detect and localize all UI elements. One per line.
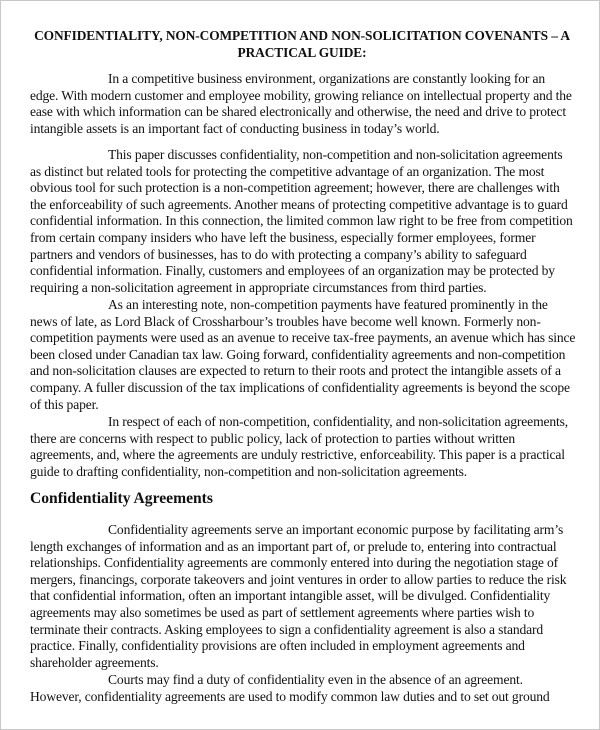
text-line: confidential information. In this connection, the limited common law right to be free from competition [30,213,573,229]
text-line: partners and vendors of businesses, has to do with protecting a company’s ability to safeguard [30,246,527,262]
text-line: length exchanges of information and as an important part of, or prelude to, entering into contractual [30,538,557,554]
text-line: In respect of each of non-competition, confidentiality, and non-solicitation agreements, [108,414,569,429]
text-line: As an interesting note, non-competition payments have featured prominently in the [108,297,548,312]
text-line: as distinct but related tools for protecting the competitive advantage of an organization. The most [30,163,545,179]
text-line: competition payments were used as an avenue to receive tax-free payments, an avenue which has since [30,330,576,346]
text-line: Courts may find a duty of confidentiality even in the absence of an agreement. [108,672,523,687]
text-line: agreements, and, where the agreements are unduly restrictive, enforceability. This paper is a practical [30,447,565,463]
text-line: However, confidentiality agreements are used to modify common law duties and to set out ground [30,688,550,704]
section-heading: Confidentiality Agreements [30,490,213,507]
paragraph-tax-note [30,297,576,413]
text-line: agreements may also sometimes be used as part of settlement agreements where parties wish to [30,604,535,620]
text-line: terminate their contracts. Asking employees to sign a confidentiality agreement is also a standard [30,621,544,637]
text-line: obvious tool for such protection is a non-competition agreement; however, there are challenges with [30,180,560,196]
text-line: of this paper. [30,396,99,412]
title-line: CONFIDENTIALITY, NON-COMPETITION AND NON-SOLICITATION COVENANTS – A [34,28,570,43]
text-line: the enforceability of such agreements. Another means of protecting competitive advantage is to guard [30,196,568,212]
paragraph-intro [30,71,576,137]
text-line: and non-solicitation clauses are expected to return to their roots and protect the intangible assets of a [30,363,561,379]
text-line: been closed under Canadian tax law. Going forward, confidentiality agreements and non-competition [30,346,566,362]
text-line: edge. With modern customer and employee mobility, growing reliance on intellectual property and the [30,87,572,103]
text-line: This paper discusses confidentiality, non-competition and non-solicitation agreements [108,147,563,162]
text-line: shareholder agreements. [30,654,159,670]
title-line: PRACTICAL GUIDE: [237,44,367,60]
text-line: from certain company insiders who have left the business, especially former employees, former [30,229,536,245]
text-line: confidential information. Finally, customers and employees of an organization may be protected by [30,263,555,279]
text-line: company. A fuller discussion of the tax implications of confidentiality agreements is beyond the scope [30,379,570,395]
paragraph-scope [30,147,576,296]
text-line: relationships. Confidentiality agreements are commonly entered into during the negotiation stage of [30,555,558,571]
text-line: there are concerns with respect to public policy, lack of protection to parties without written [30,430,516,446]
paragraph-courts-duty [30,672,576,705]
document-title [29,28,575,61]
text-line: requiring a non-solicitation agreement in appropriate circumstances from third parties. [30,279,487,295]
text-line: that confidential information, often an important intangible asset, will be divulged. Confidentiality [30,588,551,604]
text-line: Confidentiality agreements serve an important economic purpose by facilitating arm’s [108,522,564,537]
paragraph-concerns [30,414,576,480]
text-line: ease with which information can be shared electronically and otherwise, the need and drive to protect [30,104,566,120]
text-line: news of late, as Lord Black of Crossharbour’s troubles have become well known. Formerly non- [30,313,541,329]
text-line: guide to drafting confidentiality, non-competition and non-solicitation agreements. [30,463,468,479]
text-line: In a competitive business environment, organizations are constantly looking for an [108,71,546,86]
paragraph-confidentiality-purpose [30,522,576,671]
text-line: intangible assets is an important fact of conducting business in today’s world. [30,120,440,136]
text-line: mergers, financings, corporate takeovers and joint ventures in order to allow parties to reduce the risk [30,571,567,587]
text-line: practice. Finally, confidentiality provisions are often included in employment agreements and [30,638,525,654]
